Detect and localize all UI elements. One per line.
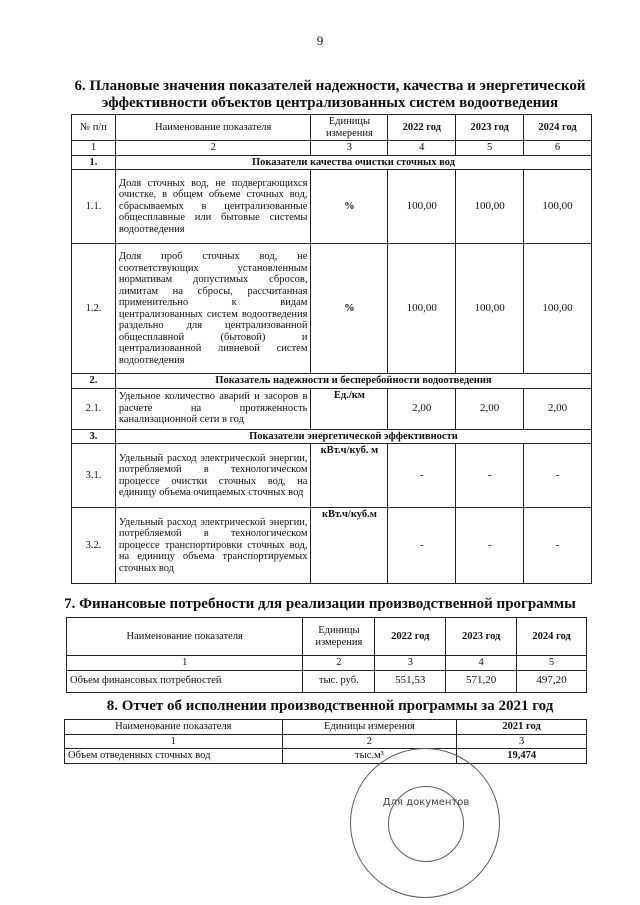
unit: тыс. руб. xyxy=(303,670,375,692)
value-2023: - xyxy=(456,508,524,584)
section7-title: 7. Финансовые потребности для реализации производственной программы xyxy=(64,596,576,612)
value-2024: - xyxy=(524,508,592,584)
value-2022: 100,00 xyxy=(388,170,456,244)
table-row xyxy=(72,244,592,374)
indicator-name: Удельный расход электрической энергии, потребляемой в технологическом процессе транспортировки сточных вод, на единицу объема транспортируемых сточных вод xyxy=(115,508,311,584)
col-number: 6 xyxy=(524,141,592,156)
col-header: Единицы измерения xyxy=(303,618,375,656)
col-header: 2021 год xyxy=(457,720,587,735)
col-number-row xyxy=(67,656,587,671)
indicator-name: Доля сточных вод, не подвергающихся очистке, в общем объеме сточных вод, сбрасываемых в централизованные общесплавные или бытовые системы водоотведения xyxy=(115,170,311,244)
row-number: 2.1. xyxy=(72,388,116,429)
unit: % xyxy=(311,244,388,374)
value-2024: 2,00 xyxy=(524,388,592,429)
col-header: Единицы измерения xyxy=(311,115,388,141)
col-header: Наименование показателя xyxy=(67,618,303,656)
group-row xyxy=(72,374,592,389)
value-2021: 19,474 xyxy=(457,749,587,764)
table-row xyxy=(72,444,592,508)
col-header: Наименование показателя xyxy=(115,115,311,141)
table-row xyxy=(65,749,587,764)
col-number-row xyxy=(65,734,587,749)
header-row xyxy=(72,115,592,141)
indicator-name: Доля проб сточных вод, не соответствующих установленным нормативам допустимых сбросов, лимитам на сбросы, рассчитанная применительно к видам централизованных систем водоотведения раздельно для централизованной общесплавной (бытовой) и централизованной ливневой систем водоотведения xyxy=(115,244,311,374)
col-header: 2023 год xyxy=(456,115,524,141)
table-row xyxy=(72,508,592,584)
col-header: 2022 год xyxy=(388,115,456,141)
value-2024: 100,00 xyxy=(524,244,592,374)
col-number: 2 xyxy=(115,141,311,156)
table-row xyxy=(67,670,587,692)
col-number: 4 xyxy=(388,141,456,156)
group-title: Показатели энергетической эффективности xyxy=(115,429,591,444)
row-number: 3.2. xyxy=(72,508,116,584)
row-number: 1.1. xyxy=(72,170,116,244)
value-2022: - xyxy=(388,444,456,508)
table-row xyxy=(72,170,592,244)
col-number: 3 xyxy=(457,734,587,749)
value-2023: 100,00 xyxy=(456,244,524,374)
group-title: Показатели качества очистки сточных вод xyxy=(115,155,591,170)
unit: % xyxy=(311,170,388,244)
row-number: 1.2. xyxy=(72,244,116,374)
col-header: 2024 год xyxy=(524,115,592,141)
indicator-name: Удельное количество аварий и засоров в расчете на протяженность канализационной сети в год xyxy=(115,388,311,429)
group-number: 2. xyxy=(72,374,116,389)
value-2024: - xyxy=(524,444,592,508)
col-number: 2 xyxy=(303,656,375,671)
col-number: 3 xyxy=(311,141,388,156)
value-2023: 2,00 xyxy=(456,388,524,429)
section6-title: 6. Плановые значения показателей надежности, качества и энергетической эффективности объектов централизованных систем водоотведения xyxy=(74,78,586,111)
value-2023: 100,00 xyxy=(456,170,524,244)
indicator-name: Удельный расход электрической энергии, потребляемой в технологическом процессе очистки сточных вод, на единицу объема очищаемых сточных вод xyxy=(115,444,311,508)
value-2022: 2,00 xyxy=(388,388,456,429)
unit: тыс.м³ xyxy=(282,749,457,764)
col-header: № п/п xyxy=(72,115,116,141)
value-2024: 497,20 xyxy=(517,670,587,692)
stamp-center-text: Для документов xyxy=(382,797,470,808)
col-number: 1 xyxy=(67,656,303,671)
col-number: 1 xyxy=(65,734,283,749)
group-title: Показатель надежности и бесперебойности водоотведения xyxy=(115,374,591,389)
value-2023: - xyxy=(456,444,524,508)
section6-table xyxy=(71,114,592,584)
indicator-name: Объем отведенных сточных вод xyxy=(65,749,283,764)
section8-table xyxy=(64,719,587,764)
table-row xyxy=(72,388,592,429)
col-number: 5 xyxy=(456,141,524,156)
col-number: 3 xyxy=(375,656,446,671)
col-number-row xyxy=(72,141,592,156)
row-number: 3.1. xyxy=(72,444,116,508)
col-header: 2023 год xyxy=(446,618,517,656)
value-2023: 571,20 xyxy=(446,670,517,692)
unit: Ед./км xyxy=(311,388,388,429)
unit: кВт.ч/куб. м xyxy=(311,444,388,508)
group-number: 3. xyxy=(72,429,116,444)
value-2022: 551,53 xyxy=(375,670,446,692)
group-row xyxy=(72,155,592,170)
group-number: 1. xyxy=(72,155,116,170)
col-number: 4 xyxy=(446,656,517,671)
value-2022: - xyxy=(388,508,456,584)
page-number: 9 xyxy=(316,33,324,48)
col-header: Единицы измерения xyxy=(282,720,457,735)
value-2022: 100,00 xyxy=(388,244,456,374)
col-number: 5 xyxy=(517,656,587,671)
section8-title: 8. Отчет об исполнении производственной программы за 2021 год xyxy=(106,698,554,714)
value-2024: 100,00 xyxy=(524,170,592,244)
col-number: 1 xyxy=(72,141,116,156)
col-header: Наименование показателя xyxy=(65,720,283,735)
header-row xyxy=(67,618,587,656)
section7-table xyxy=(66,617,587,693)
group-row xyxy=(72,429,592,444)
header-row xyxy=(65,720,587,735)
indicator-name: Объем финансовых потребностей xyxy=(67,670,303,692)
col-number: 2 xyxy=(282,734,457,749)
col-header: 2022 год xyxy=(375,618,446,656)
col-header: 2024 год xyxy=(517,618,587,656)
official-stamp xyxy=(350,748,500,898)
unit: кВт.ч/куб.м xyxy=(311,508,388,584)
